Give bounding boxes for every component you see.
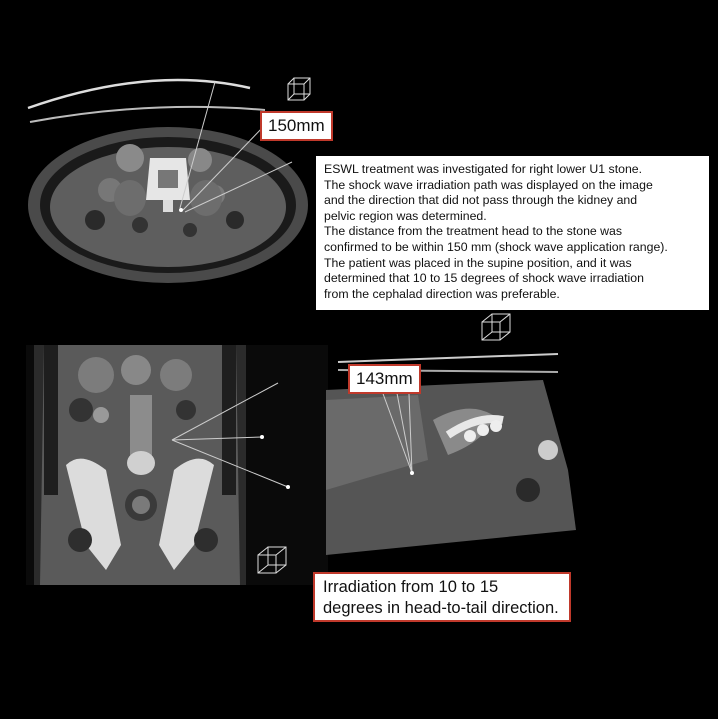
sagittal-distance-label: 143mm	[348, 364, 421, 394]
description-line: and the direction that did not pass through the kidney and	[324, 193, 638, 208]
description-box	[316, 156, 709, 310]
description-line: The patient was placed in the supine position, and it was	[324, 255, 632, 270]
axial-distance-label: 150mm	[260, 111, 333, 141]
description-line: ESWL treatment was investigated for right lower U1 stone.	[324, 162, 643, 176]
description-line: pelvic region was determined.	[324, 208, 487, 223]
coronal-ct-image	[26, 345, 328, 585]
description-line: from the cephalad direction was preferable.	[324, 286, 560, 301]
caption-line-2: degrees in head-to-tail direction.	[323, 599, 559, 617]
description-line: The distance from the treatment head to the stone was	[324, 224, 623, 239]
caption-line-1: Irradiation from 10 to 15	[323, 578, 499, 596]
description-line: determined that 10 to 15 degrees of shock wave irradiation	[324, 271, 644, 286]
axial-ct-image	[20, 70, 330, 290]
description-line: confirmed to be within 150 mm (shock wave application range).	[324, 239, 668, 254]
description-line: The shock wave irradiation path was displayed on the image	[324, 177, 653, 192]
caption-box	[313, 572, 571, 622]
